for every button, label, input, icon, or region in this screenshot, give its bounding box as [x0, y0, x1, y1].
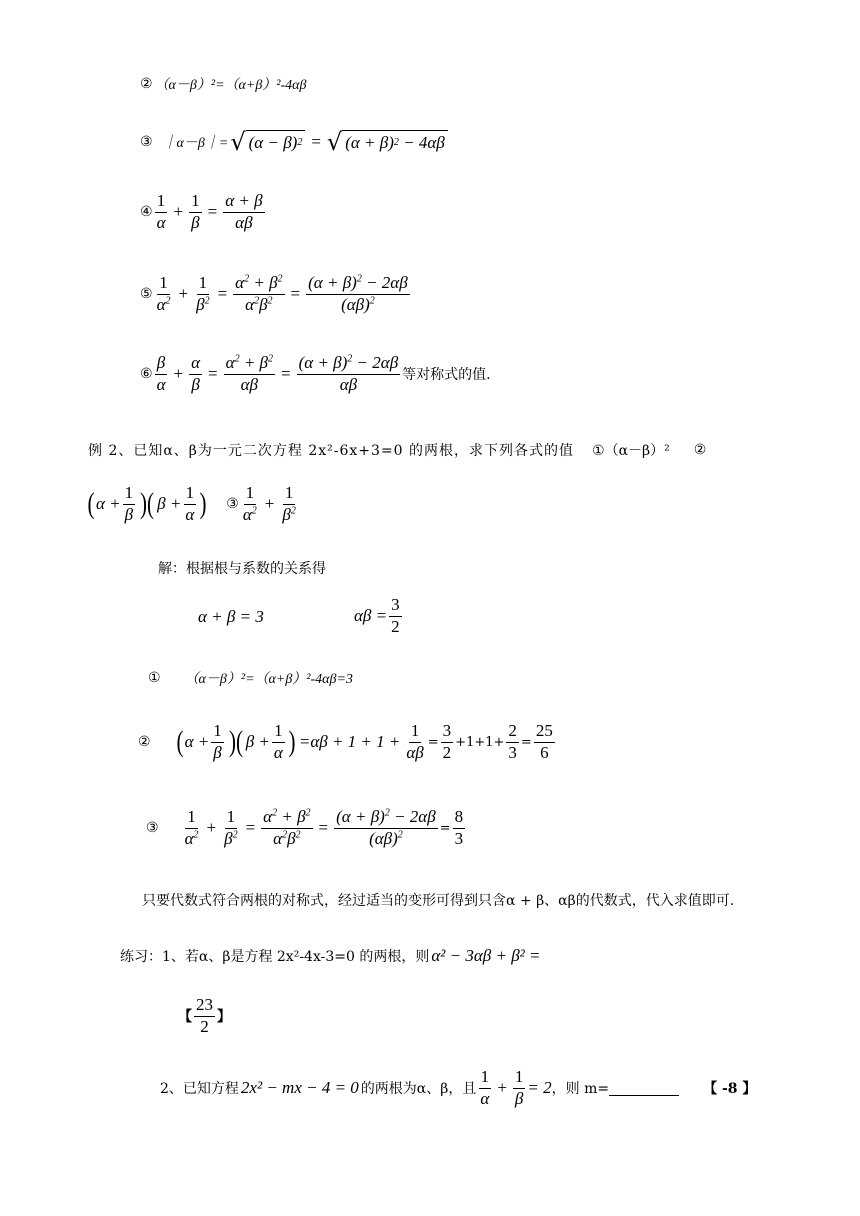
- summary-text: 只要代数式符合两根的对称式，经过适当的变形可得到只含α + β、αβ的代数式，代入求值即可.: [142, 893, 735, 909]
- practice-2-answer: 【 -8 】: [703, 1081, 757, 1098]
- sqrt-2: √ (α + β) 2 − 4αβ: [327, 130, 448, 154]
- formula-4: ④ $\frac{1}{\alpha}$ + $\frac{1}{\beta}$ = $\frac{\alpha + \beta}{\alpha\beta}$: [140, 191, 263, 232]
- formula-suffix: 等对称式的值.: [402, 367, 491, 384]
- formula-marker: ⑥: [140, 366, 153, 383]
- solution-step-1: ① （α－β）²=（α+β）²-4αβ=3: [148, 670, 353, 687]
- solution-step-2: ② ( α + $\frac{1}{\beta}$ )( β + $\frac{1}{\alpha}$ ) =αβ + 1 + 1 + $\frac{1}{\alpha\beta}$ = $\frac{3}{2}$ +1+1+ $\frac{2}{3}$ = $\frac{25}{6}$: [138, 721, 553, 762]
- formula-2: [140, 74, 306, 94]
- sqrt-1: √ (α − β) 2: [230, 130, 305, 154]
- formula-marker: ②: [140, 76, 153, 92]
- formula-marker: ④: [140, 204, 153, 221]
- example-item-1: ①（α－β）²: [592, 443, 670, 459]
- solution-step-3: ③ $\frac{1}{\alpha^2}$ + $\frac{1}{\beta^2}$ = $\frac{\alpha^2 + \beta^2}{\alpha^2\beta^2}$ = $\frac{(\alpha + \beta)^2 - 2\alpha\beta}{(\alpha\beta)^2}$ = $\frac{8}{3}$: [146, 807, 464, 848]
- formula-6: ⑥ $\frac{\beta}{\alpha}$ + $\frac{\alpha}{\beta}$ = $\frac{\alpha^2 + \beta^2}{\alpha\beta}$ = $\frac{(\alpha + \beta)^2 - 2\alpha\beta}{\alpha\beta}$ 等对称式的值.: [140, 353, 491, 394]
- vieta-product: αβ = $\frac{3}{2}$: [354, 595, 400, 636]
- example-2-line: [88, 440, 706, 460]
- formula-3: ③ ｜α－β｜= √ (α − β) 2 = √ (α + β) 2 − 4αβ: [140, 130, 450, 154]
- example-2-expressions: ( α + $\frac{1}{\beta}$ )( β + $\frac{1}{\alpha}$ ) ③ $\frac{1}{\alpha^2}$ + $\frac{1}{\beta^2}$: [87, 483, 296, 524]
- practice-1-answer: 【 $\frac{23}{2}$ 】: [178, 995, 231, 1036]
- solution-lead: 解：根据根与系数的关系得: [158, 561, 326, 577]
- example-item-3-marker: ③: [226, 496, 239, 513]
- example-item-2-marker: ②: [693, 442, 707, 458]
- abs-difference: ｜α－β｜=: [162, 136, 229, 151]
- example-intro: 例 2、已知α、β为一元二次方程 2x²-6x+3=0 的两根，求下列各式的值: [88, 443, 575, 459]
- formula-marker: ⑤: [140, 286, 153, 303]
- formula-marker: ③: [140, 134, 153, 150]
- practice-2: 2、已知方程 2x² − mx − 4 = 0 的两根为α、β，且 $\frac{1}{\alpha}$ + $\frac{1}{\beta}$ = 2 ，则 m= 【 -8 】: [160, 1067, 757, 1108]
- answer-blank[interactable]: [609, 1081, 679, 1096]
- formula-5: ⑤ $\frac{1}{\alpha^2}$ + $\frac{1}{\beta^2}$ = $\frac{\alpha^2 + \beta^2}{\alpha^2\beta^2}$ = $\frac{(\alpha + \beta)^2 - 2\alpha\beta}{(\alpha\beta)^2}$: [140, 273, 408, 314]
- vieta-sum: α + β = 3: [198, 607, 264, 626]
- practice-1: 练习：1、若α、β是方程 2x²-4x-3=0 的两根，则 α² − 3αβ + β² =: [120, 946, 541, 965]
- formula-text: （α－β）²=（α+β）²-4αβ: [154, 78, 307, 93]
